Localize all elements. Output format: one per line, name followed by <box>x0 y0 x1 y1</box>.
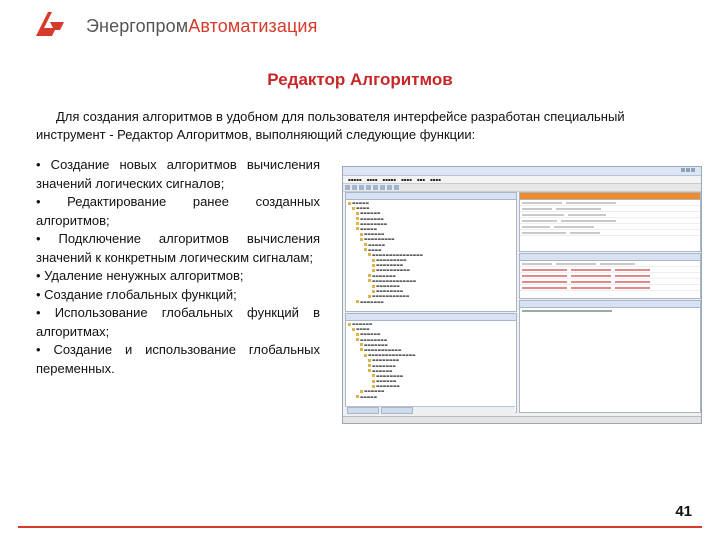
list-item: • Подключение алгоритмов вычисления значений к конкретным логическим сигналам; <box>36 231 320 265</box>
window-controls-icon <box>680 168 698 174</box>
tree-pane-bottom: ▬▬▬▬▬▬ ▬▬▬▬ ▬▬▬▬▬▬ ▬▬▬▬▬▬▬▬ ▬▬▬▬▬▬▬ ▬▬▬▬▬▬▬▬▬▬▬ ▬▬▬▬▬▬▬▬▬▬▬▬▬▬ ▬▬▬▬▬▬▬▬ ▬▬▬▬▬▬▬ ▬▬▬▬▬▬ ▬▬▬▬▬▬▬▬ ▬▬▬▬▬▬ ▬▬▬▬▬▬▬ ▬▬▬▬▬▬ ▬▬▬▬▬ <box>345 313 517 413</box>
tree-pane-top: ▬▬▬▬▬ ▬▬▬▬ ▬▬▬▬▬▬ ▬▬▬▬▬▬▬ ▬▬▬▬▬▬▬▬ ▬▬▬▬▬ ▬▬▬▬▬▬ ▬▬▬▬▬▬▬▬▬ ▬▬▬▬▬ ▬▬▬▬ ▬▬▬▬▬▬▬▬▬▬▬▬▬▬▬ ▬▬▬▬▬▬▬▬▬ ▬▬▬▬▬▬▬▬ ▬▬▬▬▬▬▬▬▬▬ ▬▬▬▬▬▬▬ ▬▬▬▬▬▬▬▬▬▬▬▬▬ ▬▬▬▬▬▬▬ ▬▬▬▬▬▬▬▬ ▬▬▬▬▬▬▬▬▬▬▬ ▬▬▬▬▬▬▬ <box>345 192 517 312</box>
logo-text-part1: Энергопром <box>86 16 189 36</box>
screenshot-menubar: ▪▪▪▪▪ ▪▪▪▪ ▪▪▪▪▪ ▪▪▪▪ ▪▪▪ ▪▪▪▪ <box>343 176 701 184</box>
logo-wordmark <box>86 16 317 37</box>
logo-text-part2: Автоматизация <box>188 16 318 36</box>
list-item: • Создание и использование глобальных переменных. <box>36 342 320 376</box>
slide-title: Редактор Алгоритмов <box>267 70 453 89</box>
list-item: • Редактирование ранее созданных алгоритмов; <box>36 194 320 228</box>
screenshot-tabs <box>345 406 515 413</box>
list-item: • Создание новых алгоритмов вычисления значений логических сигналов; <box>36 157 320 191</box>
intro-paragraph: Для создания алгоритмов в удобном для пользователя интерфейсе разработан специальный инструмент - Редактор Алгоритмов, выполняющий следующие функции: <box>36 109 625 142</box>
screenshot-statusbar <box>343 416 701 423</box>
list-item: • Создание глобальных функций; <box>36 286 237 302</box>
list-item: • Удаление ненужных алгоритмов; <box>36 268 244 283</box>
company-logo <box>30 8 330 42</box>
code-editor-pane <box>519 300 701 413</box>
list-item: • Использование глобальных функций в алгоритмах; <box>36 305 320 339</box>
function-list <box>36 156 320 378</box>
signals-grid-pane <box>519 253 701 299</box>
page-number: 41 <box>675 503 692 520</box>
algorithm-editor-screenshot <box>342 166 702 424</box>
footer-divider <box>18 526 702 528</box>
properties-pane <box>519 192 701 252</box>
logo-mark-icon <box>34 10 66 40</box>
screenshot-toolbar <box>343 184 701 192</box>
screenshot-titlebar <box>343 167 701 176</box>
